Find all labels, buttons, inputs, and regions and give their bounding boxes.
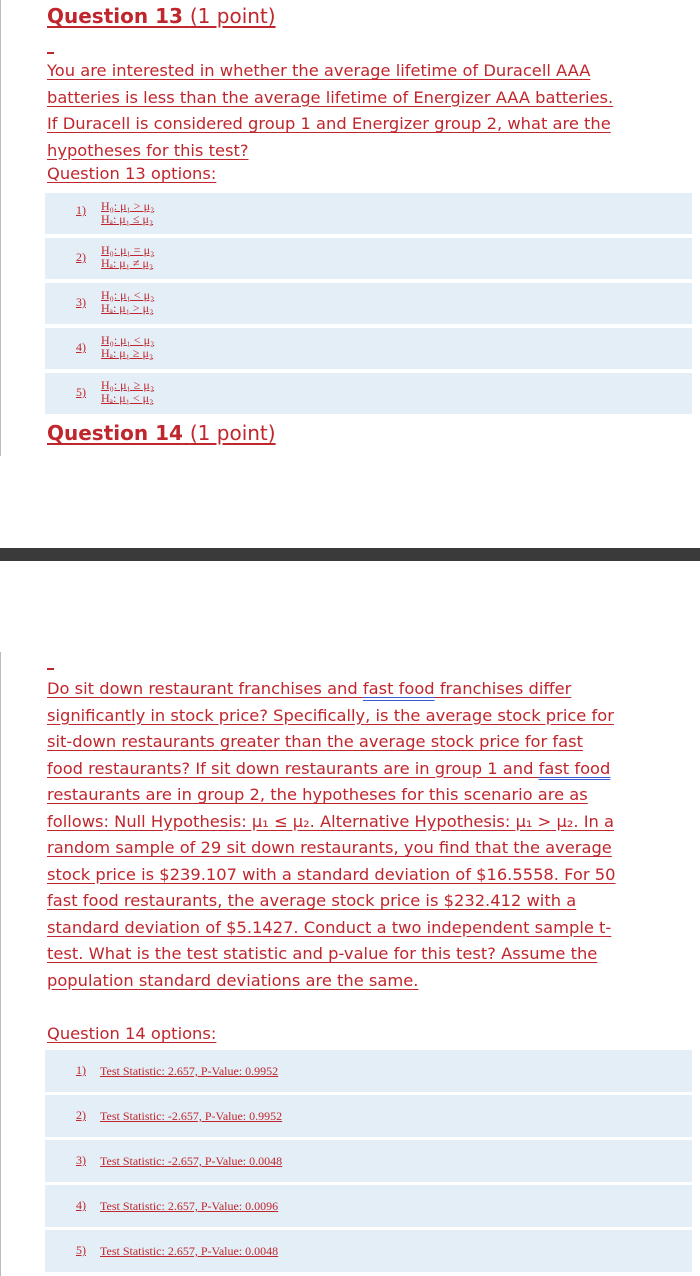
question-13-text: You are interested in whether the average lifetime of Duracell AAA batteries is less than the average lifetime of Energizer AAA batteries. If Duracell is considered group 1 and Energizer group 2, what are the hypotheses for this test? (47, 61, 614, 160)
option-number: 4) (76, 1198, 86, 1212)
page-left-border (0, 0, 1, 456)
option-number: 5) (76, 385, 86, 399)
q13-option-3[interactable] (45, 283, 692, 324)
question-14-options-label: Question 14 options: (47, 1024, 217, 1043)
option-number: 3) (76, 1153, 86, 1167)
option-hypotheses: H₀: μ₁ = μ₂ Hₐ: μ₁ ≠ μ₂ (101, 243, 155, 270)
option-number: 3) (76, 295, 86, 309)
option-hypotheses: H₀: μ₁ < μ₂ Hₐ: μ₁ > μ₂ (101, 288, 155, 315)
option-hypotheses: H₀: μ₁ ≥ μ₂ Hₐ: μ₁ < μ₂ (101, 378, 155, 405)
option-text: Test Statistic: 2.657, P-Value: 0.0096 (100, 1199, 279, 1213)
q13-option-2[interactable] (45, 238, 692, 279)
question-14-marker (47, 668, 54, 670)
page-break (0, 548, 700, 561)
option-hypotheses: H₀: μ₁ > μ₂ Hₐ: μ₁ ≤ μ₂ (101, 199, 155, 226)
q13-option-5[interactable] (45, 373, 692, 414)
question-13-marker (47, 52, 54, 54)
option-number: 2) (76, 250, 86, 264)
option-text: Test Statistic: 2.657, P-Value: 0.9952 (100, 1064, 279, 1078)
option-text: Test Statistic: 2.657, P-Value: 0.0048 (100, 1244, 279, 1258)
q14-option-1[interactable] (45, 1050, 692, 1092)
option-number: 4) (76, 340, 86, 354)
q14-option-2[interactable] (45, 1095, 692, 1137)
page-left-border (0, 652, 1, 1276)
option-hypotheses: H₀: μ₁ < μ₂ Hₐ: μ₁ ≥ μ₂ (101, 333, 155, 360)
question-13-options-label: Question 13 options: (47, 164, 217, 183)
option-text: Test Statistic: -2.657, P-Value: 0.0048 (100, 1154, 283, 1168)
option-number: 1) (76, 1063, 86, 1077)
option-text: Test Statistic: -2.657, P-Value: 0.9952 (100, 1109, 283, 1123)
question-14-title: Question 14 (1 point) (47, 421, 276, 445)
q13-option-4[interactable] (45, 328, 692, 369)
q14-option-4[interactable] (45, 1185, 692, 1227)
q14-option-3[interactable] (45, 1140, 692, 1182)
q13-option-1[interactable] (45, 193, 692, 234)
option-number: 5) (76, 1243, 86, 1257)
q14-option-5[interactable] (45, 1230, 692, 1272)
option-number: 1) (76, 203, 86, 217)
question-14-text: Do sit down restaurant franchises and fast food franchises differ significantly in stock price? Specifically, is the average stock price for sit-down restaurants greater than the average stock price for fast food restaurants? If sit down restaurants are in group 1 and fast food restaurants are in group 2, the hypotheses for this scenario are as follows: Null Hypothesis: μ₁ ≤ μ₂. Alternative Hypothesis: μ₁ > μ₂. In a random sample of 29 sit down restaurants, you find that the average stock price is $239.107 with a standard deviation of $16.5558. For 50 fast food restaurants, the average stock price is $232.412 with a standard deviation of $5.1427. Conduct a two independent sample t-test. What is the test statistic and p-value for this test? Assume the population standard deviations are the same. (47, 679, 616, 990)
question-13-title: Question 13 (1 point) (47, 4, 276, 28)
option-number: 2) (76, 1108, 86, 1122)
